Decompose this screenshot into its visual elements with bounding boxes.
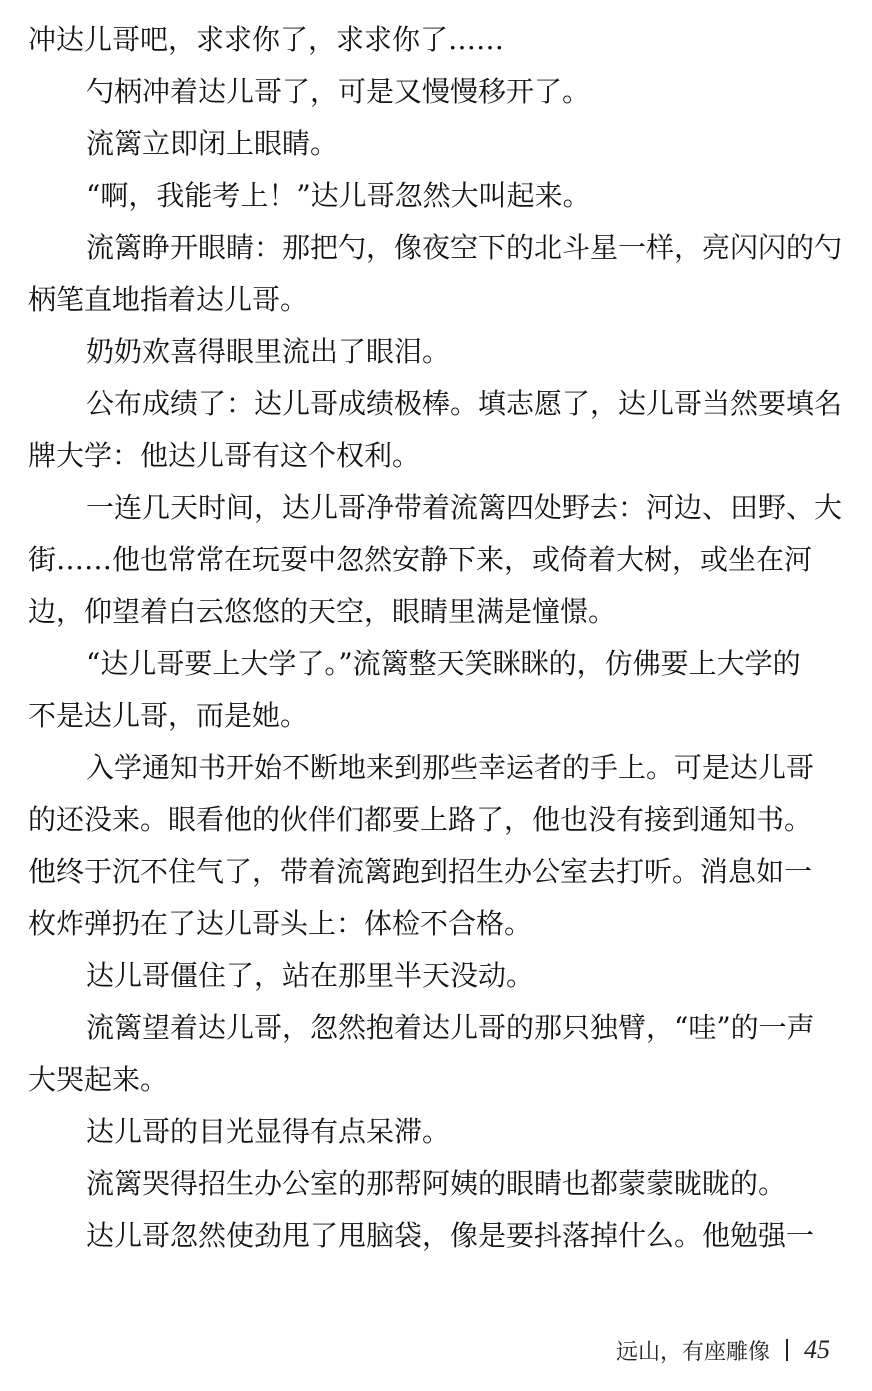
page-number: 45 [804,1335,830,1364]
text-line: 达儿哥僵住了，站在那里半天没动。 [86,959,535,992]
text-line: 边，仰望着白云悠悠的天空，眼睛里满是憧憬。 [28,595,617,628]
text-line: 入学通知书开始不断地来到那些幸运者的手上。可是达儿哥 [86,751,815,784]
text-line: “啊，我能考上！”达儿哥忽然大叫起来。 [86,179,591,212]
page-footer [616,1330,830,1370]
text-line: 勺柄冲着达儿哥了，可是又慢慢移开了。 [86,75,591,108]
text-line: 柄笔直地指着达儿哥。 [28,283,309,316]
running-title: 远山，有座雕像 [615,1339,770,1365]
text-line: 的还没来。眼看他的伙伴们都要上路了，他也没有接到通知书。 [28,803,813,836]
text-line: “达儿哥要上大学了。”流篱整天笑眯眯的，仿佛要上大学的 [86,647,801,680]
text-line: 达儿哥的目光显得有点呆滞。 [86,1115,451,1148]
text-line: 大哭起来。 [28,1063,169,1096]
text-line: 枚炸弹扔在了达儿哥头上：体检不合格。 [28,907,533,940]
text-line: 街……他也常常在玩耍中忽然安静下来，或倚着大树，或坐在河 [28,543,813,576]
text-line: 达儿哥忽然使劲甩了甩脑袋，像是要抖落掉什么。他勉强一 [86,1219,815,1252]
text-line: 不是达儿哥，而是她。 [28,699,309,732]
text-line: 流篱哭得招生办公室的那帮阿姨的眼睛也都蒙蒙眬眬的。 [86,1167,787,1200]
text-line: 牌大学：他达儿哥有这个权利。 [28,439,421,472]
text-line: 公布成绩了：达儿哥成绩极棒。填志愿了，达儿哥当然要填名 [86,387,843,420]
text-line: 奶奶欢喜得眼里流出了眼泪。 [86,335,451,368]
text-line: 流篱立即闭上眼睛。 [86,127,339,160]
text-line: 一连几天时间，达儿哥净带着流篱四处野去：河边、田野、大 [86,491,843,524]
text-line: 冲达儿哥吧，求求你了，求求你了…… [28,23,505,56]
page-body [28,14,844,1262]
text-line: 流篱睁开眼睛：那把勺，像夜空下的北斗星一样，亮闪闪的勺 [86,231,843,264]
footer-separator [786,1339,788,1361]
text-line: 流篱望着达儿哥，忽然抱着达儿哥的那只独臂，“哇”的一声 [86,1011,815,1044]
text-line: 他终于沉不住气了，带着流篱跑到招生办公室去打听。消息如一 [28,855,813,888]
